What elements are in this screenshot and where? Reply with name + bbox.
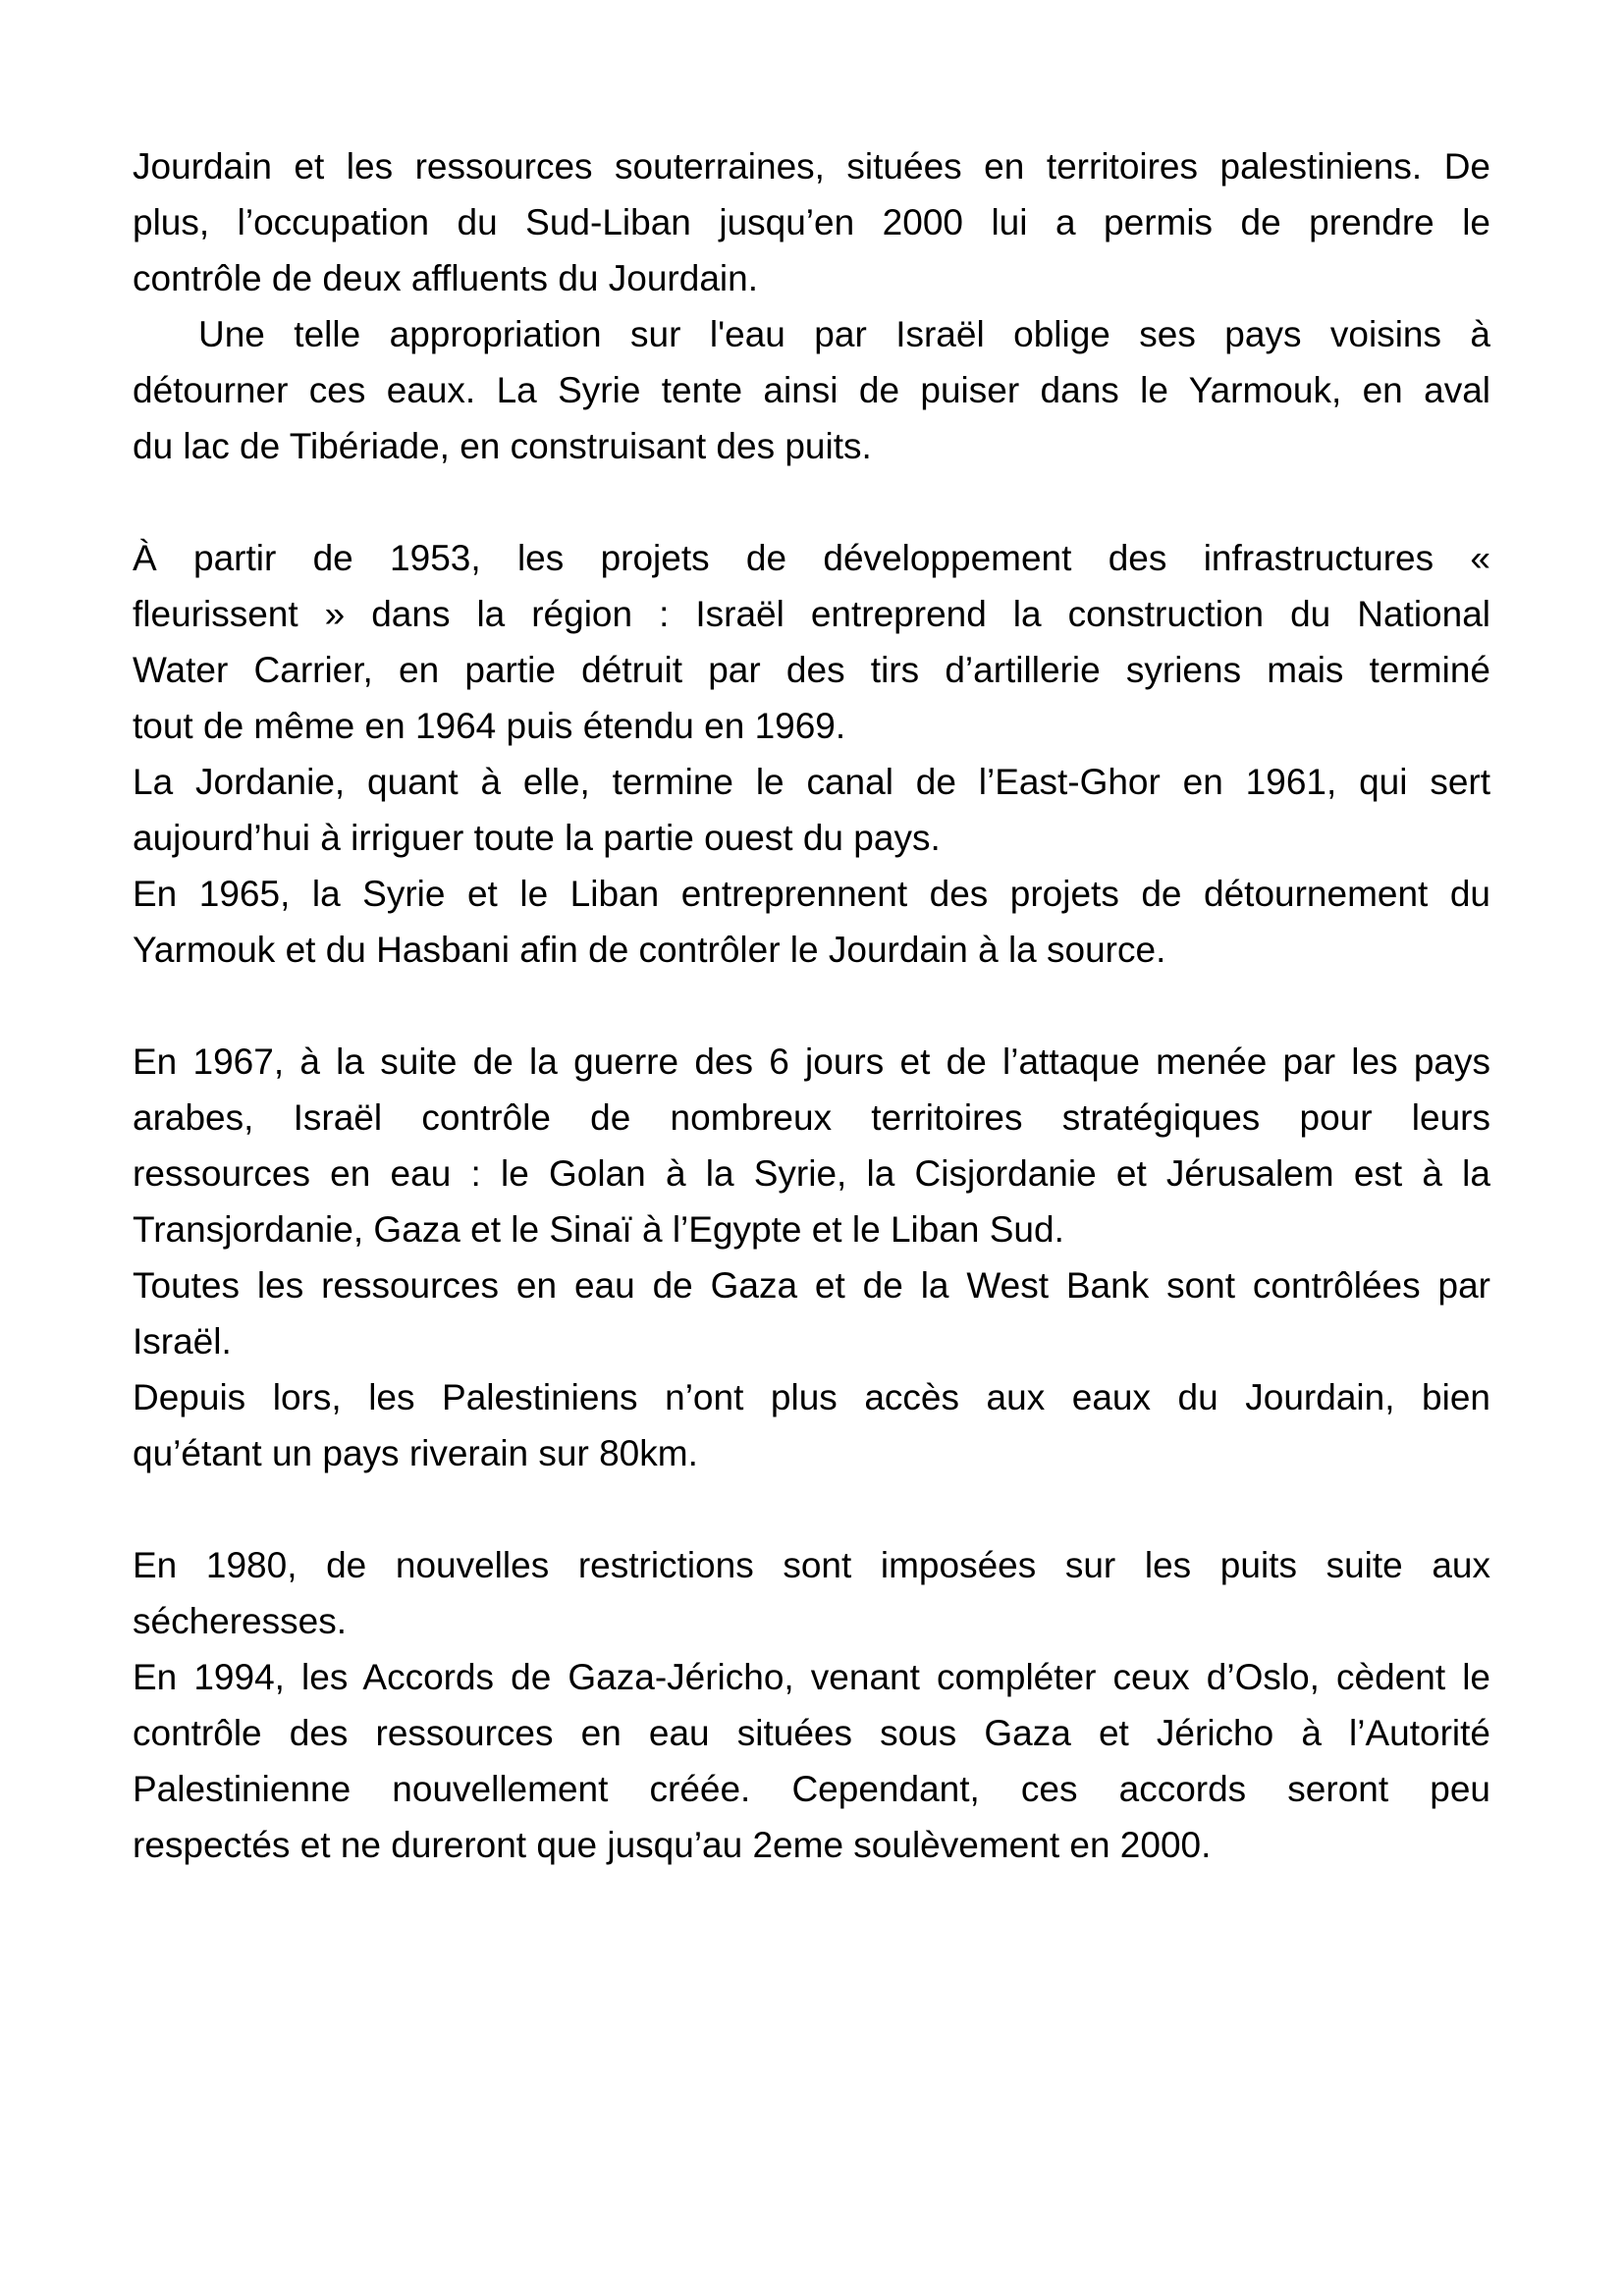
text-line: tout de même en 1964 puis étendu en 1969. xyxy=(133,706,846,746)
blank-line xyxy=(133,474,1490,530)
text-line: respectés et ne dureront que jusqu’au 2eme soulèvement en 2000. xyxy=(133,1825,1212,1865)
blank-line xyxy=(133,978,1490,1034)
text-line: Une telle appropriation sur l'eau par Israël oblige ses pays voisins à xyxy=(198,314,1490,354)
text-line: Depuis lors, les Palestiniens n’ont plus accès aux eaux du Jourdain, bien xyxy=(133,1377,1490,1417)
paragraph xyxy=(133,1649,1490,1873)
paragraph xyxy=(133,138,1490,306)
text-line: À partir de 1953, les projets de développement des infrastructures « xyxy=(133,538,1490,578)
text-line: En 1965, la Syrie et le Liban entreprennent des projets de détournement du xyxy=(133,874,1490,914)
text-line: Water Carrier, en partie détruit par des tirs d’artillerie syriens mais terminé xyxy=(133,650,1490,690)
text-line: plus, l’occupation du Sud-Liban jusqu’en 2000 lui a permis de prendre le xyxy=(133,202,1490,242)
paragraph xyxy=(133,530,1490,754)
text-line: détourner ces eaux. La Syrie tente ainsi de puiser dans le Yarmouk, en aval xyxy=(133,370,1490,410)
paragraph xyxy=(133,1034,1490,1257)
text-line: Yarmouk et du Hasbani afin de contrôler le Jourdain à la source. xyxy=(133,930,1166,970)
text-line: contrôle des ressources en eau situées sous Gaza et Jéricho à l’Autorité xyxy=(133,1713,1490,1753)
text-line: arabes, Israël contrôle de nombreux territoires stratégiques pour leurs xyxy=(133,1097,1490,1138)
blank-line xyxy=(133,1481,1490,1537)
text-line: contrôle de deux affluents du Jourdain. xyxy=(133,258,758,298)
text-line: du lac de Tibériade, en construisant des puits. xyxy=(133,426,872,466)
paragraph xyxy=(133,1369,1490,1481)
paragraph xyxy=(133,754,1490,866)
paragraph xyxy=(133,1257,1490,1369)
text-line: qu’étant un pays riverain sur 80km. xyxy=(133,1433,698,1473)
text-line: fleurissent » dans la région : Israël entreprend la construction du National xyxy=(133,594,1490,634)
text-line: Jourdain et les ressources souterraines, situées en territoires palestiniens. De xyxy=(133,146,1490,187)
text-line: En 1994, les Accords de Gaza-Jéricho, venant compléter ceux d’Oslo, cèdent le xyxy=(133,1657,1490,1697)
paragraph xyxy=(133,866,1490,978)
text-line: La Jordanie, quant à elle, termine le canal de l’East-Ghor en 1961, qui sert xyxy=(133,762,1490,802)
paragraph xyxy=(133,1537,1490,1649)
text-line: Toutes les ressources en eau de Gaza et de la West Bank sont contrôlées par xyxy=(133,1265,1490,1306)
text-line: En 1967, à la suite de la guerre des 6 jours et de l’attaque menée par les pays xyxy=(133,1041,1490,1082)
text-line: Palestinienne nouvellement créée. Cependant, ces accords seront peu xyxy=(133,1769,1490,1809)
paragraph xyxy=(133,306,1490,474)
text-line: Israël. xyxy=(133,1321,232,1362)
text-line: Transjordanie, Gaza et le Sinaï à l’Egypte et le Liban Sud. xyxy=(133,1209,1064,1250)
text-line: sécheresses. xyxy=(133,1601,347,1641)
text-line: En 1980, de nouvelles restrictions sont imposées sur les puits suite aux xyxy=(133,1545,1490,1585)
text-line: ressources en eau : le Golan à la Syrie, la Cisjordanie et Jérusalem est à la xyxy=(133,1153,1490,1194)
text-line: aujourd’hui à irriguer toute la partie ouest du pays. xyxy=(133,818,941,858)
document-body xyxy=(133,138,1490,1873)
